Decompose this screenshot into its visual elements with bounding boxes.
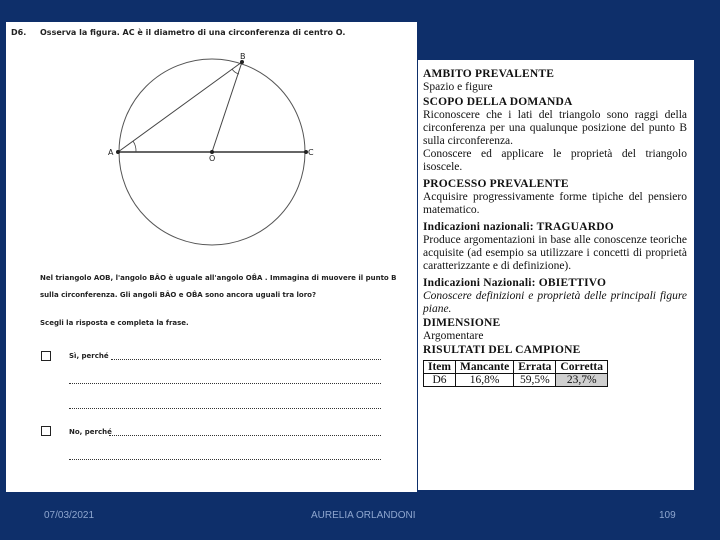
answer-line[interactable] <box>109 435 381 436</box>
traguardo-text: Produce argomentazioni in base alle conoscenze teoriche acquisite (ad esempio sa utilizzare i concetti di proprietà caratterizzante e di definizione). <box>423 234 687 272</box>
obiettivo-title: Indicazioni Nazionali: OBIETTIVO <box>423 277 607 289</box>
answer-line[interactable] <box>111 359 381 360</box>
checkbox-no[interactable] <box>41 426 51 436</box>
obiettivo-text: Conoscere definizioni e proprietà delle principali figure piane. <box>423 290 687 315</box>
geometry-figure <box>6 22 417 262</box>
scopo-title: SCOPO DELLA DOMANDA <box>423 96 573 108</box>
label-b: B <box>240 52 246 61</box>
ambito-value: Spazio e figure <box>423 81 493 93</box>
question-instruction: Scegli la risposta e completa la frase. <box>40 319 189 327</box>
table-row <box>424 374 608 387</box>
footer-page-number: 109 <box>659 510 676 521</box>
question-text-line2: sulla circonferenza. Gli angoli BÂO e OB̂A sono ancora uguali tra loro? <box>40 291 317 299</box>
point-a <box>116 150 120 154</box>
option-yes-label: Sì, perché <box>69 352 109 360</box>
answer-line[interactable] <box>69 383 381 384</box>
footer-date: 07/03/2021 <box>44 510 95 521</box>
table-header: Corretta <box>556 361 608 374</box>
label-o: O <box>209 154 216 163</box>
question-text-line1: Nel triangolo AOB, l'angolo BÂO è uguale all'angolo OB̂A . Immagina di muovere il punto B <box>40 274 397 282</box>
segment-ob <box>212 62 242 152</box>
results-table <box>423 360 608 387</box>
question-prompt: Osserva la figura. AC è il diametro di una circonferenza di centro O. <box>40 28 346 37</box>
segment-ab <box>118 62 242 152</box>
question-label: D6. <box>11 28 27 37</box>
scopo-text-2: Conoscere ed applicare le proprietà del triangolo isoscele. <box>423 148 687 173</box>
results-header-row <box>424 361 608 374</box>
info-panel <box>418 60 694 490</box>
ambito-title: AMBITO PREVALENTE <box>423 68 555 80</box>
label-a: A <box>108 148 114 157</box>
question-panel <box>6 22 417 492</box>
processo-text: Acquisire progressivamente forme tipiche del pensiero matematico. <box>423 191 687 216</box>
label-c: C <box>308 148 314 157</box>
dimensione-value: Argomentare <box>423 330 484 342</box>
table-header: Item <box>424 361 456 374</box>
table-header: Errata <box>514 361 556 374</box>
answer-line[interactable] <box>69 459 381 460</box>
table-cell: D6 <box>424 374 456 387</box>
traguardo-title: Indicazioni nazionali: TRAGUARDO <box>423 221 614 233</box>
table-header: Mancante <box>456 361 514 374</box>
dimensione-title: DIMENSIONE <box>423 317 501 329</box>
table-cell: 16,8% <box>456 374 514 387</box>
checkbox-yes[interactable] <box>41 351 51 361</box>
processo-title: PROCESSO PREVALENTE <box>423 178 569 190</box>
option-no-label: No, perché <box>69 428 112 436</box>
table-cell-highlight: 23,7% <box>556 374 608 387</box>
answer-line[interactable] <box>69 408 381 409</box>
risultati-title: RISULTATI DEL CAMPIONE <box>423 344 581 356</box>
footer-author: AURELIA ORLANDONI <box>311 510 416 521</box>
angle-bao-arc <box>133 141 136 152</box>
scopo-text-1: Riconoscere che i lati del triangolo sono raggi della circonferenza per una qualunque posizione del punto B sulla circonferenza. <box>423 109 687 147</box>
table-cell: 59,5% <box>514 374 556 387</box>
